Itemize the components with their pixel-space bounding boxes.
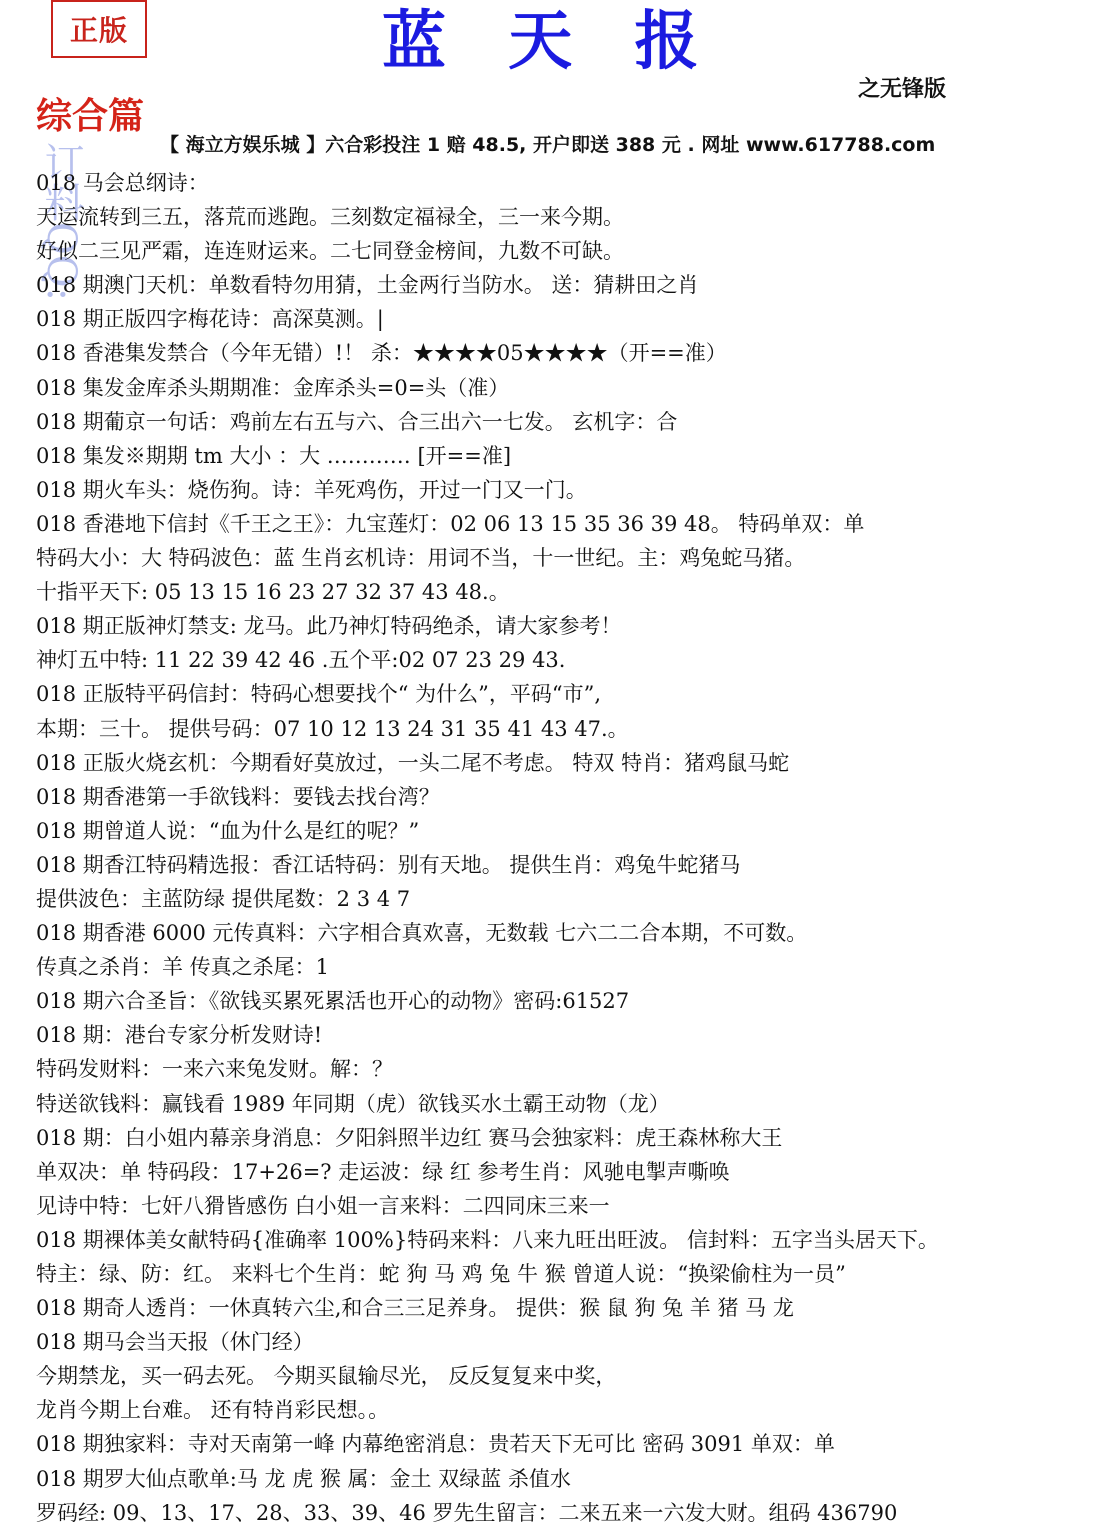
text-line: 天运流转到三五，落荒而逃跑。三刻数定福禄全，三一来今期。 xyxy=(36,205,624,230)
text-line: 今期禁龙，买一码去死。 今期买鼠输尽光， 反反复复来中奖， xyxy=(36,1364,617,1389)
text-line: 十指平天下: 05 13 15 16 23 27 32 37 43 48.。 xyxy=(36,580,510,605)
ad-banner: 【 海立方娱乐城 】六合彩投注 1 赔 48.5, 开户即送 388 元 . 网址 www.617788.com xyxy=(160,134,936,156)
text-line: 018 期香江特码精选报：香江话特码：别有天地。 提供生肖：鸡兔牛蛇猪马 xyxy=(36,852,741,877)
text-line: 018 期马会当天报（休门经） xyxy=(36,1330,314,1355)
edition-label: 之无锋版 xyxy=(858,77,947,102)
text-line: 特码大小：大 特码波色：蓝 生肖玄机诗：用词不当，十一世纪。主：鸡兔蛇马猪。 xyxy=(36,546,806,571)
text-line: 018 期正版四字梅花诗：高深莫测。| xyxy=(36,307,384,332)
text-line: 018 期：白小姐内幕亲身消息：夕阳斜照半边红 赛马会独家料：虎王森林称大王 xyxy=(36,1125,783,1150)
text-line: 龙肖今期上台难。 还有特肖彩民想。。 xyxy=(36,1398,390,1423)
text-line: 018 正版火烧玄机：今期看好莫放过，一头二尾不考虑。 特双 特肖：猪鸡鼠马蛇 xyxy=(36,750,790,775)
text-line: 018 正版特平码信封：特码心想要找个“ 为什么”，平码“市”, xyxy=(36,682,602,707)
text-line: 传真之杀肖：羊 传真之杀尾：1 xyxy=(36,955,330,980)
text-line: 018 期六合圣旨：《欲钱买累死累活也开心的动物》密码:61527 xyxy=(36,989,630,1014)
text-line: 018 期罗大仙点歌单:马 龙 虎 猴 属：金土 双绿蓝 杀值水 xyxy=(36,1466,571,1491)
text-line: 018 集发※期期 tm 大小 ：大 ………… [开==准] xyxy=(36,443,512,468)
text-line: 特送欲钱料：赢钱看 1989 年同期（虎）欲钱买水土霸王动物（龙） xyxy=(36,1091,670,1116)
page-title: 蓝 天 报 xyxy=(382,4,719,79)
text-line: 见诗中特：七奸八猾皆感伤 白小姐一言来料：二四同床三来一 xyxy=(36,1193,610,1218)
text-line: 018 期香港第一手欲钱料：要钱去找台湾？ xyxy=(36,784,440,809)
text-line: 018 期曾道人说：“血为什么是红的呢？” xyxy=(36,818,420,843)
text-line: 018 期澳门天机：单数看特勿用猜，土金两行当防水。 送：猜耕田之肖 xyxy=(36,273,699,298)
text-line: 提供波色：主蓝防绿 提供尾数：2 3 4 7 xyxy=(36,886,411,911)
text-line: 018 期葡京一句话：鸡前左右五与六、合三出六一七发。 玄机字：合 xyxy=(36,409,678,434)
text-line: 018 期奇人透肖：一休真转六尘,和合三三足养身。 提供：猴 鼠 狗 兔 羊 猪 马 龙 xyxy=(36,1296,794,1321)
text-line: 018 香港集发禁合（今年无错）!！ 杀：★★★★05★★★★（开==准） xyxy=(36,341,727,366)
text-line: 神灯五中特: 11 22 39 42 46 .五个平:02 07 23 29 43. xyxy=(36,648,566,673)
watermark-text: 订料QQ: xyxy=(38,142,84,302)
text-line: 单双决：单 特码段：17+26=? 走运波：绿 红 参考生肖：风驰电掣声嘶唤 xyxy=(36,1159,730,1184)
text-line: 罗码经: 09、13、17、28、33、39、46 罗先生留言：二来五来一六发大财。组码 436790 xyxy=(36,1500,898,1525)
text-line: 特主：绿、防：红。 来料七个生肖：蛇 狗 马 鸡 兔 牛 猴 曾道人说：“换梁偷柱为一员” xyxy=(36,1262,846,1286)
text-line: 特码发财料：一来六来兔发财。解：？ xyxy=(36,1057,393,1082)
official-edition-stamp: 正版 xyxy=(51,0,147,58)
text-line: 018 香港地下信封《千王之王》：九宝莲灯：02 06 13 15 35 36 39 48。 特码单双：单 xyxy=(36,511,865,536)
text-line: 018 期裸体美女献特码{准确率 100%}特码来料：八来九旺出旺波。 信封料：五字当头居天下。 xyxy=(36,1227,939,1252)
text-line: 018 期：港台专家分析发财诗! xyxy=(36,1023,323,1048)
text-line: 018 集发金库杀头期期准：金库杀头=0=头（准） xyxy=(36,375,510,400)
text-line: 本期：三十。 提供号码：07 10 12 13 24 31 35 41 43 47.。 xyxy=(36,716,629,741)
text-line: 018 期火车头：烧伤狗。诗：羊死鸡伤，开过一门又一门。 xyxy=(36,477,587,502)
text-line: 018 马会总纲诗： xyxy=(36,171,209,195)
section-heading: 综合篇 xyxy=(36,95,145,137)
text-line: 018 期正版神灯禁支: 龙马。此乃神灯特码绝杀，请大家参考！ xyxy=(36,614,622,639)
content-lines xyxy=(36,166,1096,1530)
text-line: 018 期独家料：寺对天南第一峰 内幕绝密消息：贵若天下无可比 密码 3091 单双：单 xyxy=(36,1432,835,1457)
text-line: 018 期香港 6000 元传真料：六字相合真欢喜，无数载 七六二二合本期，不可数。 xyxy=(36,921,808,946)
text-line: 好似二三见严霜，连连财运来。二七同登金榜间，九数不可缺。 xyxy=(36,239,624,264)
